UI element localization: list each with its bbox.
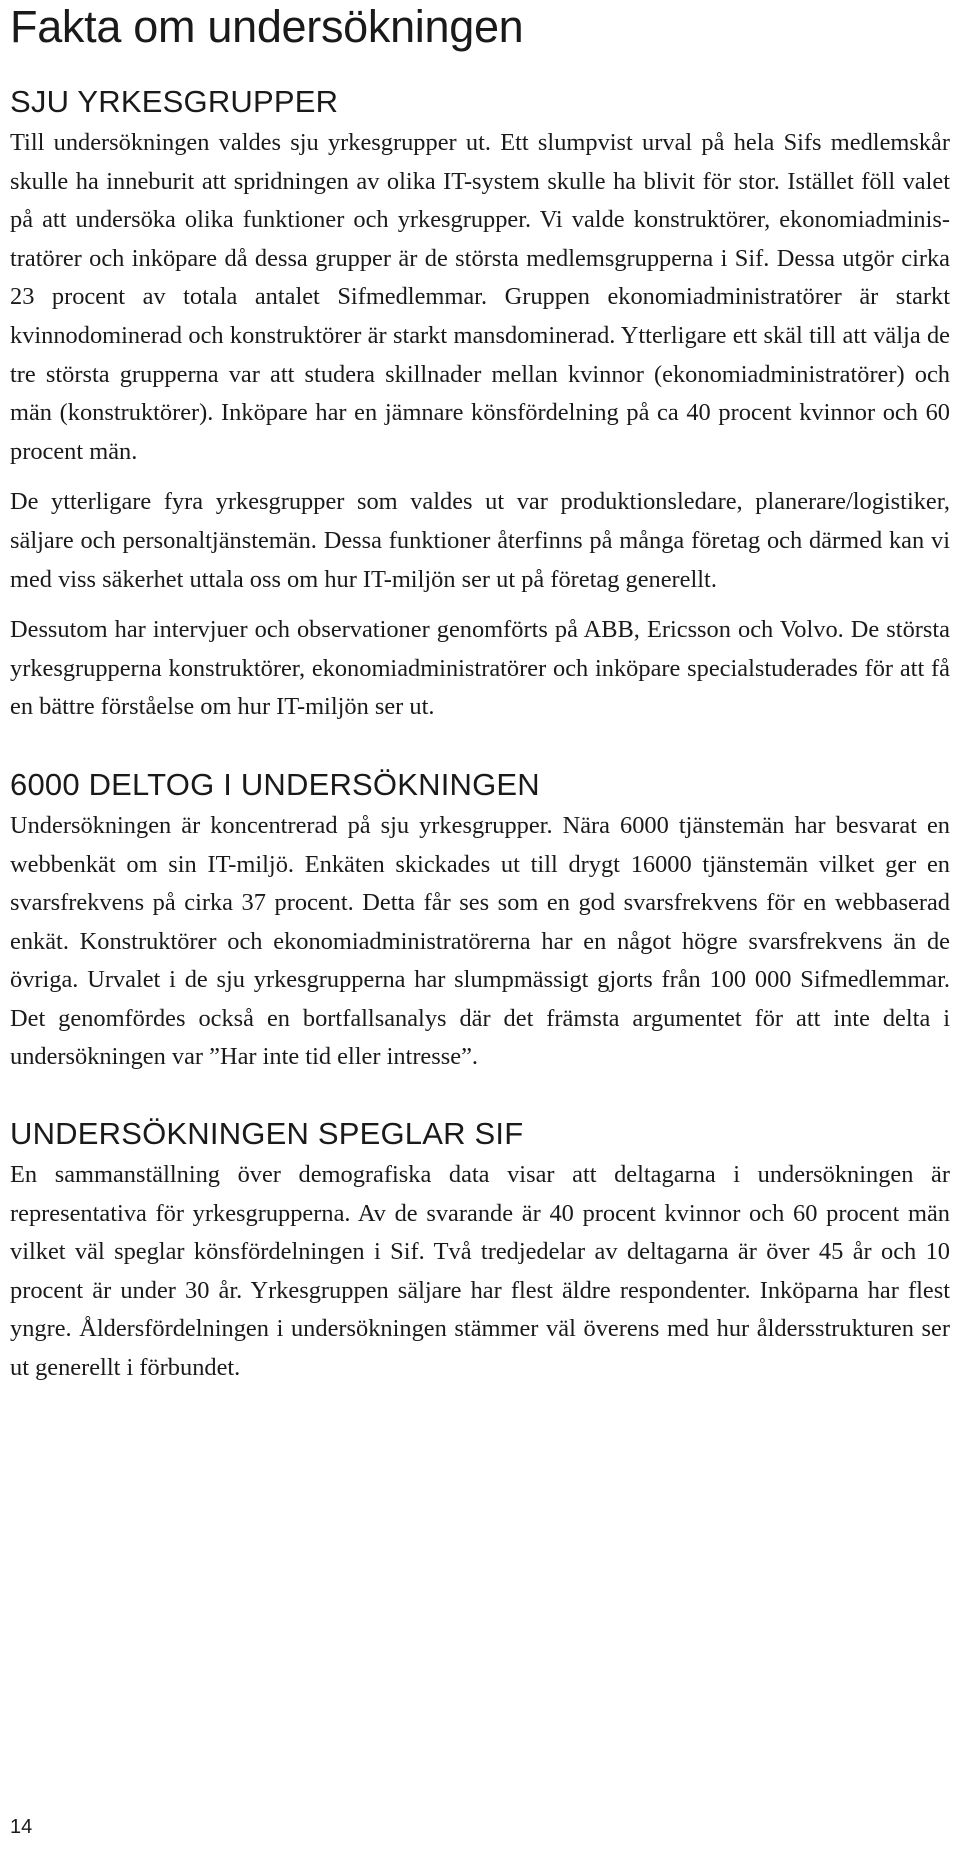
section-undersokningen-speglar-sif [10, 1116, 950, 1388]
body-paragraph: Undersökningen är koncentrerad på sju yrkesgrupper. Nära 6000 tjänstemän har besvarat en webbenkät om sin IT-miljö. Enkäten skickades ut till drygt 16000 tjänstemän vilket ger en svarsfrekvens på cirka 37 procent. Detta får ses som en god svarsfrekvens för en webbaserad enkät. Konstruktörer och ekonomiadministratörerna har en något högre svarsfrekvens än de övriga. Urvalet i de sju yrkesgrupperna har slumpmässigt gjorts från 100 000 Sifmedlemmar. Det genomfördes också en bortfallsanalys där det främsta argumentet för att inte delta i undersökningen var ”Har inte tid eller intresse”. [10, 811, 950, 1071]
body-paragraph: Till undersökningen valdes sju yrkesgrupper ut. Ett slumpvist urval på hela Sifs medlemskår skulle ha inneburit att spridningen av olika IT-system skulle ha blivit för stor. Istället föll valet på att undersöka olika funktioner och yrkesgrupper. Vi valde konstruktörer, ekonomiadministratörer och inköpare då dessa grupper är de största medlemsgrupperna i Sif. Dessa utgör cirka 23 procent av totala antalet Sifmedlemmar. Gruppen ekonomiadministratörer är starkt kvinnodominerad och konstruktörer är starkt mansdominerad. Ytterligare ett skäl till att välja de tre största grupperna var att studera skillnader mellan kvinnor (ekonomiadministratörer) och män (konstruktörer). Inköpare har en jämnare könsfördelning på ca 40 procent kvinnor och 60 procent män. [10, 129, 950, 465]
document-page [10, 0, 950, 1388]
page-number: 14 [10, 1816, 33, 1838]
section-6000-deltog [10, 767, 950, 1077]
body-paragraph: De ytterligare fyra yrkesgrupper som valdes ut var produktionsledare, planerare/logistiker, säljare och personaltjänstemän. Dessa funktioner återfinns på många företag och därmed kan vi med viss säkerhet uttala oss om hur IT-miljön ser ut på företag generellt. [10, 488, 950, 593]
section-heading: UNDERSÖKNINGEN SPEGLAR SIF [10, 1116, 524, 1152]
section-sju-yrkesgrupper [10, 84, 950, 727]
body-paragraph: En sammanställning över demografiska data visar att deltagarna i undersökningen är representativa för yrkesgrupperna. Av de svarande är 40 procent kvinnor och 60 procent män vilket väl speglar könsfördelningen i Sif. Två tredjedelar av deltagarna är över 45 år och 10 procent är under 30 år. Yrkesgruppen säljare har flest äldre respondenter. Inköparna har flest yngre. Åldersfördelningen i undersökningen stämmer väl överens med hur åldersstrukturen ser ut generellt i förbundet. [10, 1161, 950, 1382]
section-heading: SJU YRKESGRUPPER [10, 84, 339, 119]
section-heading: 6000 DELTOG I UNDERSÖKNINGEN [10, 766, 540, 802]
body-paragraph: Dessutom har intervjuer och observationer genomförts på ABB, Ericsson och Volvo. De största yrkesgrupperna konstruktörer, ekonomiadministratörer och inköpare specialstuderades för att få en bättre förståelse om hur IT-miljön ser ut. [10, 616, 950, 721]
page-title: Fakta om undersökningen [10, 1, 524, 52]
